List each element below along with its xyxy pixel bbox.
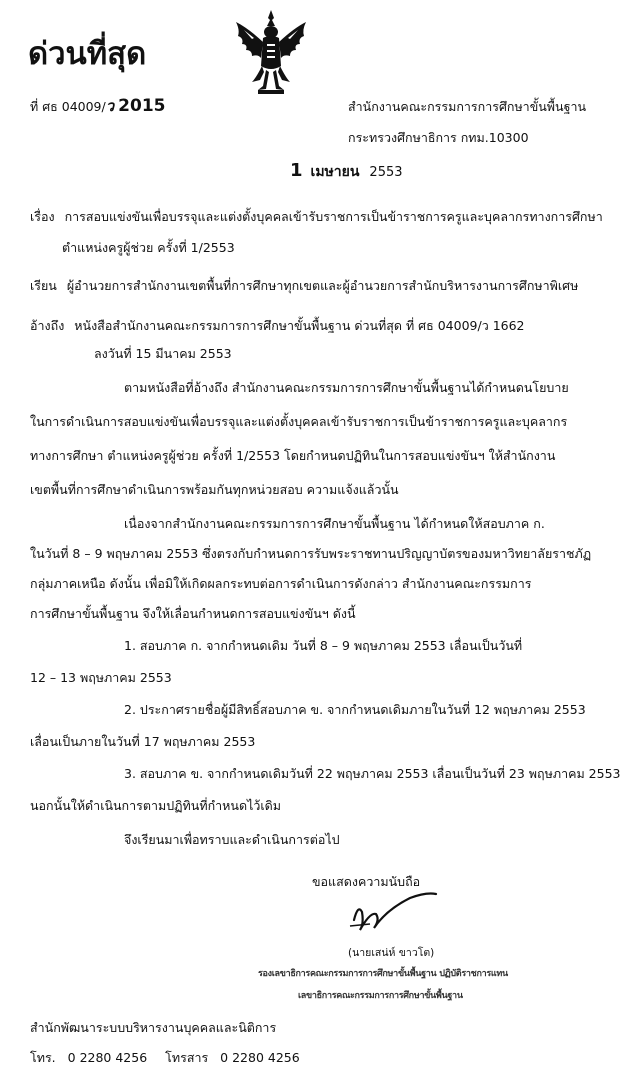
subject-text: การสอบแข่งขันเพื่อบรรจุและแต่งตั้งบุคคลเข้ารับราชการเป็นข้าราชการครูและบุคลากรทางการศึกษา — [64, 209, 603, 224]
subject-line-2: ตำแหน่งครูผู้ช่วย ครั้งที่ 1/2553 — [62, 240, 235, 255]
item-3-line-2: นอกนั้นให้ดำเนินการตามปฏิทินที่กำหนดไว้เดิม — [30, 798, 282, 813]
paragraph-1-line-1: ตามหนังสือที่อ้างถึง สำนักงานคณะกรรมการการศึกษาขั้นพื้นฐานได้กำหนดนโยบาย — [124, 380, 569, 395]
reference-line — [30, 316, 525, 336]
reference-date: ลงวันที่ 15 มีนาคม 2553 — [94, 346, 232, 361]
footer-contact — [30, 1048, 300, 1068]
reference-number-value: 2015 — [118, 96, 166, 116]
date-day: 1 — [290, 160, 303, 181]
recipient-label: เรียน — [30, 278, 57, 293]
phone-label: โทร. — [30, 1050, 56, 1065]
fax-label: โทรสาร — [165, 1050, 209, 1065]
paragraph-2-line-2: ในวันที่ 8 – 9 พฤษภาคม 2553 ซึ่งตรงกับกำหนดการรับพระราชทานปริญญาบัตรของมหาวิทยาลัยราชภัฏ — [30, 546, 592, 561]
item-3-line-1: 3. สอบภาค ข. จากกำหนดเดิมวันที่ 22 พฤษภาคม 2553 เลื่อนเป็นวันที่ 23 พฤษภาคม 2553 — [124, 766, 621, 781]
item-1-line-2: 12 – 13 พฤษภาคม 2553 — [30, 670, 172, 685]
paragraph-1-line-3: ทางการศึกษา ตำแหน่งครูผู้ช่วย ครั้งที่ 1/2553 โดยกำหนดปฏิทินในการสอบแข่งขันฯ ให้สำนักงาน — [30, 448, 556, 463]
reference-number — [30, 94, 166, 118]
paragraph-1-line-4: เขตพื้นที่การศึกษาดำเนินการพร้อมกันทุกหน่วยสอบ ความแจ้งแล้วนั้น — [30, 482, 399, 497]
subject-line — [30, 207, 603, 227]
paragraph-2-line-3: กลุ่มภาคเหนือ ดังนั้น เพื่อมิให้เกิดผลกระทบต่อการดำเนินการดังกล่าว สำนักงานคณะกรรมการ — [30, 576, 532, 591]
signatory-title-line-1: รองเลขาธิการคณะกรรมการการศึกษาขั้นพื้นฐาน ปฏิบัติราชการแทน — [258, 969, 508, 979]
regards-line: ขอแสดงความนับถือ — [312, 874, 421, 889]
item-2-line-2: เลื่อนเป็นภายในวันที่ 17 พฤษภาคม 2553 — [30, 734, 256, 749]
subject-label: เรื่อง — [30, 209, 55, 224]
item-2-line-1: 2. ประกาศรายชื่อผู้มีสิทธิ์สอบภาค ข. จากกำหนดเดิมภายในวันที่ 12 พฤษภาคม 2553 — [124, 702, 586, 717]
paragraph-2-line-1: เนื่องจากสำนักงานคณะกรรมการการศึกษาขั้นพื้นฐาน ได้กำหนดให้สอบภาค ก. — [124, 516, 545, 531]
date-year: 2553 — [369, 165, 403, 180]
agency-name: สำนักงานคณะกรรมการการศึกษาขั้นพื้นฐาน — [348, 99, 587, 114]
agency-address: กระทรวงศึกษาธิการ กทม.10300 — [348, 130, 529, 145]
reference-handwritten-mark: ว — [105, 97, 115, 115]
garuda-emblem-icon — [230, 8, 312, 100]
item-1-line-1: 1. สอบภาค ก. จากกำหนดเดิม วันที่ 8 – 9 พฤษภาคม 2553 เลื่อนเป็นวันที่ — [124, 638, 523, 653]
recipient-line — [30, 276, 578, 296]
signature-icon — [340, 890, 440, 938]
date-month: เมษายน — [310, 164, 360, 180]
urgent-heading: ด่วนที่สุด — [28, 36, 147, 72]
phone-number: 0 2280 4256 — [67, 1050, 148, 1065]
recipient-text: ผู้อำนวยการสำนักงานเขตพื้นที่การศึกษาทุกเขตและผู้อำนวยการสำนักบริหารงานการศึกษาพิเศษ — [66, 278, 579, 293]
document-date — [290, 160, 403, 183]
paragraph-2-line-4: การศึกษาขั้นพื้นฐาน จึงให้เลื่อนกำหนดการสอบแข่งขันฯ ดังนี้ — [30, 606, 356, 621]
signatory-name: (นายเสน่ห์ ขาวโต) — [348, 947, 435, 959]
footer-office: สำนักพัฒนาระบบบริหารงานบุคคลและนิติการ — [30, 1020, 277, 1035]
reference-label: อ้างถึง — [30, 318, 65, 333]
paragraph-1-line-2: ในการดำเนินการสอบแข่งขันเพื่อบรรจุและแต่งตั้งบุคคลเข้ารับราชการเป็นข้าราชการครูและบุคลากร — [30, 414, 568, 429]
reference-prefix: ที่ ศธ 04009/ — [30, 99, 106, 114]
reference-text: หนังสือสำนักงานคณะกรรมการการศึกษาขั้นพื้นฐาน ด่วนที่สุด ที่ ศธ 04009/ว 1662 — [74, 318, 525, 333]
closing-line: จึงเรียนมาเพื่อทราบและดำเนินการต่อไป — [124, 832, 340, 847]
fax-number: 0 2280 4256 — [220, 1050, 300, 1065]
signatory-title-line-2: เลขาธิการคณะกรรมการการศึกษาขั้นพื้นฐาน — [298, 991, 463, 1001]
